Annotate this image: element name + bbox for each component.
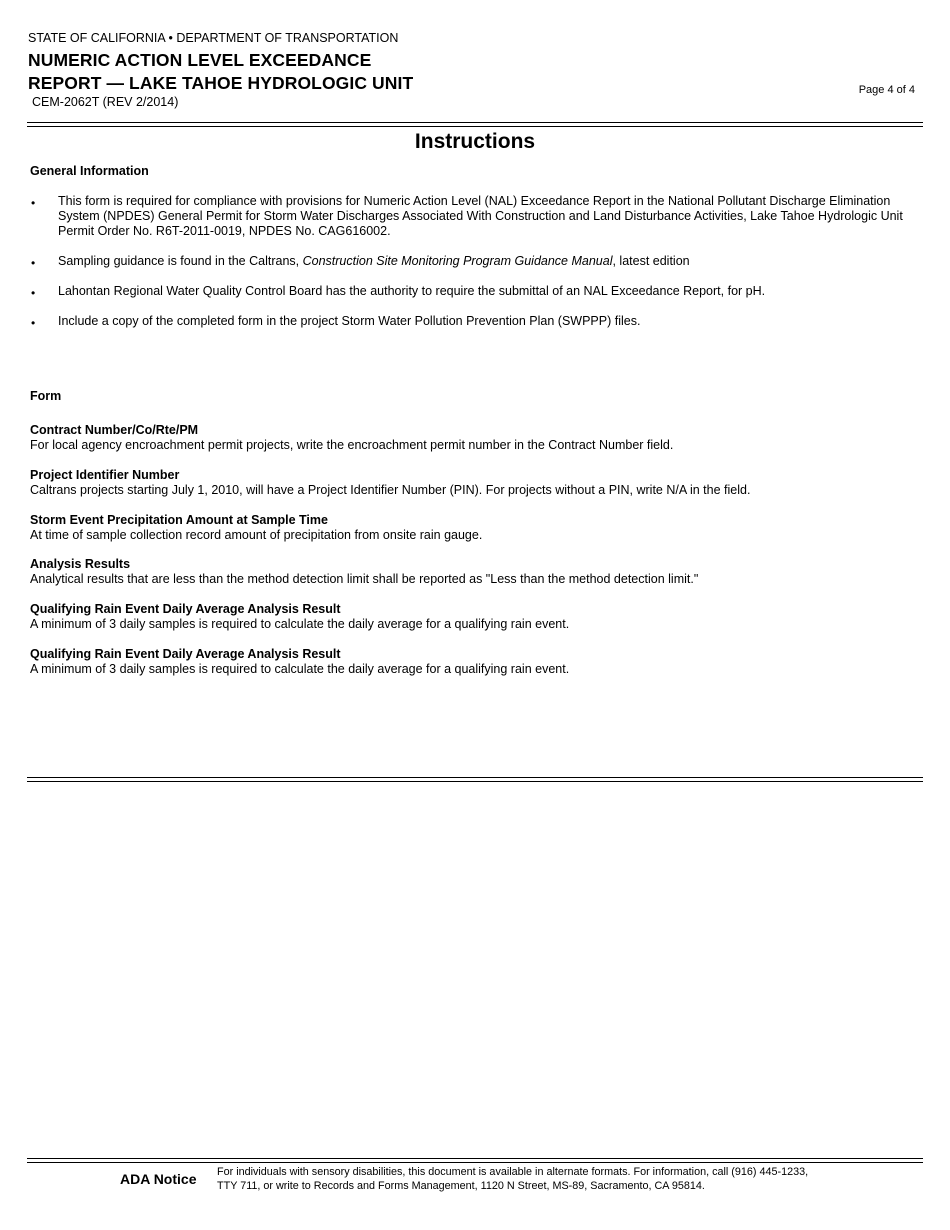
list-item: This form is required for compliance with provisions for Numeric Action Level (NAL) Exceedance Report in the National Pollutant Discharge Elimination System (NPDES) General Permit for Storm Water Discharges Associated With Construction and Land Disturbance Activities, Lake Tahoe Hydrologic Unit Permit Order No. R6T-2011-0019, NPDES No. CAG616002. <box>58 194 903 238</box>
field-title: Qualifying Rain Event Daily Average Analysis Result <box>30 602 341 616</box>
field-description: For local agency encroachment permit projects, write the encroachment permit number in the Contract Number field. <box>30 438 674 452</box>
field-title: Storm Event Precipitation Amount at Sample Time <box>30 513 328 527</box>
field-title: Project Identifier Number <box>30 468 180 482</box>
ada-notice-line: For individuals with sensory disabilities, this document is available in alternate formats. For information, call (916) 445-1233, <box>217 1166 809 1178</box>
field-title: Qualifying Rain Event Daily Average Analysis Result <box>30 647 341 661</box>
section-divider-top <box>27 777 923 778</box>
field-description: A minimum of 3 daily samples is required to calculate the daily average for a qualifying rain event. <box>30 617 570 631</box>
field-description: At time of sample collection record amount of precipitation from onsite rain gauge. <box>30 528 483 542</box>
form-title-line-1: NUMERIC ACTION LEVEL EXCEEDANCE <box>28 50 372 70</box>
footer-divider-bottom <box>27 1162 923 1163</box>
header-divider-top <box>27 122 923 123</box>
general-information-title: General Information <box>30 164 149 178</box>
field-title: Analysis Results <box>30 557 131 571</box>
bullet-icon: • <box>31 286 36 300</box>
form-title-line-2: REPORT — LAKE TAHOE HYDROLOGIC UNIT <box>28 73 414 93</box>
header-divider-bottom <box>27 126 923 127</box>
bullet-icon: • <box>31 256 36 270</box>
ada-notice-label: ADA Notice <box>120 1171 197 1187</box>
instructions-heading: Instructions <box>414 130 536 153</box>
footer-divider-top <box>27 1158 923 1159</box>
field-title: Contract Number/Co/Rte/PM <box>30 423 199 437</box>
list-item-text: , latest edition <box>612 254 690 268</box>
field-description: Caltrans projects starting July 1, 2010, will have a Project Identifier Number (PIN). For projects without a PIN, write N/A in the field. <box>30 483 751 497</box>
agency-line: STATE OF CALIFORNIA • DEPARTMENT OF TRANSPORTATION <box>28 31 399 45</box>
bullet-icon: • <box>31 316 36 330</box>
form-number: CEM-2062T (REV 2/2014) <box>32 95 179 109</box>
section-divider-bottom <box>27 781 923 782</box>
list-item <box>58 254 908 269</box>
guidance-manual-title: Construction Site Monitoring Program Guidance Manual <box>302 254 613 268</box>
list-item: Lahontan Regional Water Quality Control Board has the authority to require the submittal of an NAL Exceedance Report, for pH. <box>58 284 766 298</box>
field-description: Analytical results that are less than the method detection limit shall be reported as "Less than the method detection limit." <box>30 572 699 586</box>
field-description: A minimum of 3 daily samples is required to calculate the daily average for a qualifying rain event. <box>30 662 570 676</box>
bullet-icon: • <box>31 196 36 210</box>
ada-notice-line: TTY 711, or write to Records and Forms Management, 1120 N Street, MS-89, Sacramento, CA 95814. <box>217 1179 705 1192</box>
list-item: Include a copy of the completed form in the project Storm Water Pollution Prevention Plan (SWPPP) files. <box>58 314 641 328</box>
page-number: Page 4 of 4 <box>858 84 915 96</box>
form-section-title: Form <box>30 389 62 403</box>
list-item-text: Sampling guidance is found in the Caltrans, <box>58 254 303 268</box>
ada-notice-text <box>217 1166 857 1193</box>
